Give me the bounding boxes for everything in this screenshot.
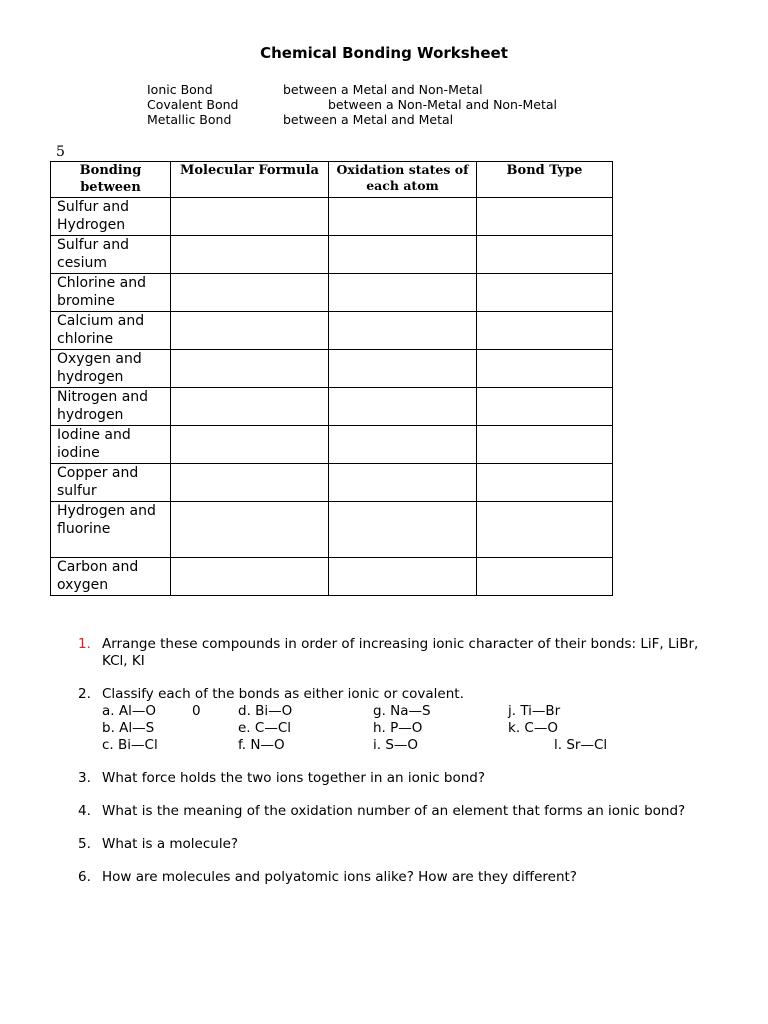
oxidation-states-cell[interactable] (329, 502, 477, 558)
classify-item: f. N—O (238, 737, 285, 753)
oxidation-states-cell[interactable] (329, 464, 477, 502)
molecular-formula-cell[interactable] (171, 388, 329, 426)
classify-item: j. Ti—Br (508, 703, 561, 719)
table-row (51, 236, 613, 274)
question-text: Classify each of the bonds as either ionic or covalent. (102, 686, 464, 702)
header-molecular-formula: Molecular Formula (171, 162, 329, 198)
questions-list (78, 636, 718, 902)
worksheet-title: Chemical Bonding Worksheet (260, 44, 508, 62)
oxidation-states-cell[interactable] (329, 388, 477, 426)
question-item (78, 836, 718, 853)
bonding-pair-cell: Sulfur and Hydrogen (51, 198, 171, 236)
bond-type-cell[interactable] (477, 502, 613, 558)
table-header-row (51, 162, 613, 198)
oxidation-states-cell[interactable] (329, 312, 477, 350)
molecular-formula-cell[interactable] (171, 236, 329, 274)
table-row (51, 502, 613, 558)
oxidation-states-cell[interactable] (329, 426, 477, 464)
bonding-pair-cell: Chlorine and bromine (51, 274, 171, 312)
classify-item: e. C—Cl (238, 720, 291, 736)
question-number: 6. (78, 869, 91, 885)
classify-item: i. S—O (373, 737, 419, 753)
header-bond-type: Bond Type (477, 162, 613, 198)
bonding-pair-cell: Iodine and iodine (51, 426, 171, 464)
question-text: What is the meaning of the oxidation number of an element that forms an ionic bond? (102, 803, 686, 819)
oxidation-states-cell[interactable] (329, 350, 477, 388)
question-item (78, 803, 718, 820)
molecular-formula-cell[interactable] (171, 274, 329, 312)
oxidation-states-cell[interactable] (329, 558, 477, 596)
classify-item: b. Al—S (102, 720, 155, 736)
question-item (78, 636, 718, 670)
definition-desc: between a Metal and Non-Metal (283, 82, 483, 97)
oxidation-states-cell[interactable] (329, 236, 477, 274)
stray-number: 5 (56, 144, 65, 160)
question-item (78, 686, 718, 754)
question-number: 5. (78, 836, 91, 852)
definition-desc: between a Non-Metal and Non-Metal (328, 97, 558, 112)
question-number: 1. (78, 636, 91, 652)
bonding-pair-cell: Nitrogen and hydrogen (51, 388, 171, 426)
table-row (51, 388, 613, 426)
question-number: 3. (78, 770, 91, 786)
table-row (51, 312, 613, 350)
bond-type-cell[interactable] (477, 350, 613, 388)
classify-item: a. Al—O (102, 703, 156, 719)
molecular-formula-cell[interactable] (171, 426, 329, 464)
table-row (51, 198, 613, 236)
header-bonding-between: Bonding between (51, 162, 171, 198)
question-text: What is a molecule? (102, 836, 239, 852)
header-oxidation-states: Oxidation states of each atom (329, 162, 477, 198)
bond-type-cell[interactable] (477, 198, 613, 236)
bond-type-cell[interactable] (477, 274, 613, 312)
question-text: How are molecules and polyatomic ions alike? How are they different? (102, 869, 577, 885)
question-item (78, 869, 718, 886)
bonding-pair-cell: Calcium and chlorine (51, 312, 171, 350)
classify-grid (102, 703, 718, 754)
bonding-pair-cell: Sulfur and cesium (51, 236, 171, 274)
question-number: 2. (78, 686, 91, 702)
bond-type-cell[interactable] (477, 464, 613, 502)
oxidation-states-cell[interactable] (329, 198, 477, 236)
bond-type-cell[interactable] (477, 558, 613, 596)
oxidation-states-cell[interactable] (329, 274, 477, 312)
definition-term: Ionic Bond (147, 82, 213, 97)
classify-item: c. Bi—Cl (102, 737, 158, 753)
classify-item: k. C—O (508, 720, 558, 736)
definition-term: Covalent Bond (147, 97, 239, 112)
bonding-table (50, 161, 613, 596)
molecular-formula-cell[interactable] (171, 350, 329, 388)
classify-item-extra: 0 (192, 703, 201, 719)
table-row (51, 274, 613, 312)
bonding-pair-cell: Carbon and oxygen (51, 558, 171, 596)
molecular-formula-cell[interactable] (171, 558, 329, 596)
bond-type-cell[interactable] (477, 236, 613, 274)
table-row (51, 426, 613, 464)
table-row (51, 464, 613, 502)
classify-item: g. Na—S (373, 703, 431, 719)
bonding-pair-cell: Copper and sulfur (51, 464, 171, 502)
classify-item: l. Sr—Cl (554, 737, 608, 753)
molecular-formula-cell[interactable] (171, 464, 329, 502)
question-number: 4. (78, 803, 91, 819)
question-item (78, 770, 718, 787)
question-text: What force holds the two ions together in an ionic bond? (102, 770, 486, 786)
table-row (51, 558, 613, 596)
bond-type-cell[interactable] (477, 426, 613, 464)
table-row (51, 350, 613, 388)
classify-item: h. P—O (373, 720, 423, 736)
definition-desc: between a Metal and Metal (283, 112, 454, 127)
molecular-formula-cell[interactable] (171, 312, 329, 350)
definition-term: Metallic Bond (147, 112, 232, 127)
molecular-formula-cell[interactable] (171, 198, 329, 236)
bonding-pair-cell: Oxygen and hydrogen (51, 350, 171, 388)
bond-type-cell[interactable] (477, 312, 613, 350)
classify-item: d. Bi—O (238, 703, 293, 719)
question-text: Arrange these compounds in order of increasing ionic character of their bonds: LiF, LiBr, KCl, KI (102, 636, 699, 669)
bond-type-cell[interactable] (477, 388, 613, 426)
bonding-pair-cell: Hydrogen and fluorine (51, 502, 171, 558)
molecular-formula-cell[interactable] (171, 502, 329, 558)
